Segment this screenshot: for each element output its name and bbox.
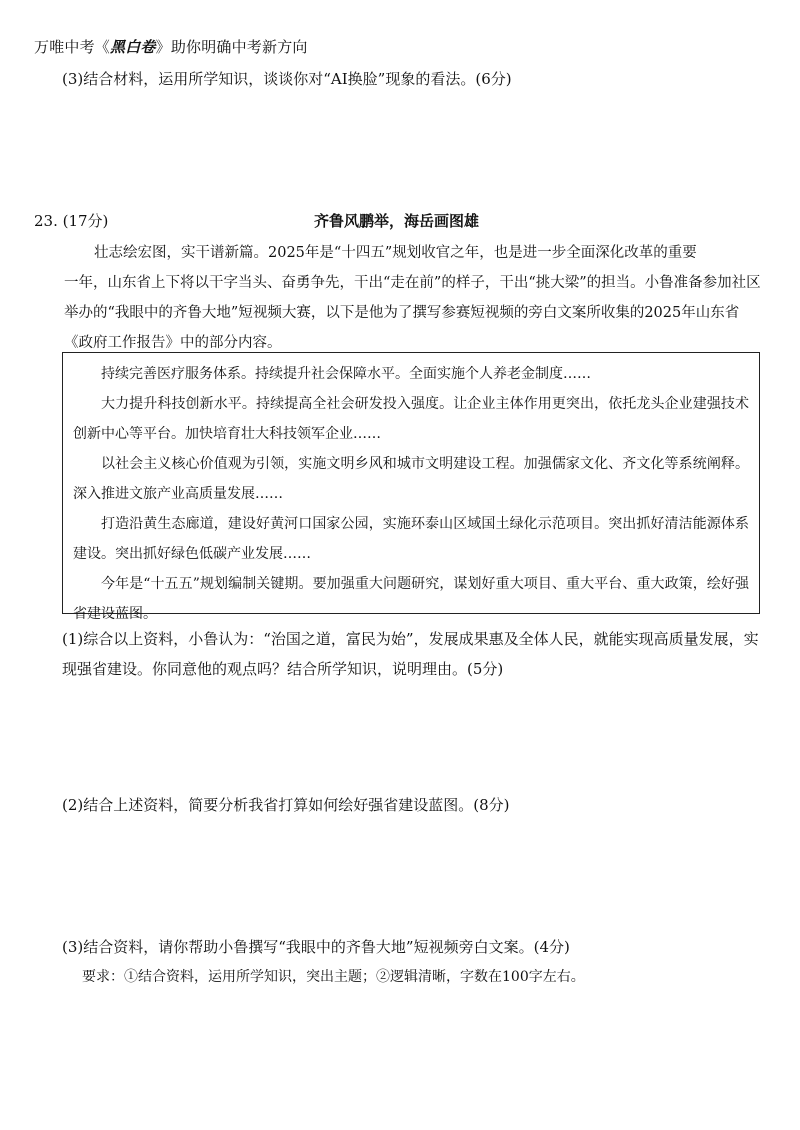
intro-first-line: 壮志绘宏图，实干谱新篇。2025年是“十四五”规划收官之年，也是进一步全面深化改革的重要 bbox=[94, 245, 697, 261]
question-22-part-3: (3)结合材料，运用所学知识，谈谈你对“AI换脸”现象的看法。(6分) bbox=[62, 70, 512, 88]
header-suffix: 》助你明确中考新方向 bbox=[155, 38, 308, 56]
material-paragraph: 以社会主义核心价值观为引领，实施文明乡风和城市文明建设工程。加强儒家文化、齐文化等系统阐释。深入推进文旅产业高质量发展…… bbox=[73, 456, 749, 502]
question-23-part-1: (1)综合以上资料，小鲁认为：“治国之道，富民为始”，发展成果惠及全体人民，就能实现高质量发展，实现强省建设。你同意他的观点吗？结合所学知识，说明理由。(5分) bbox=[62, 630, 759, 678]
material-paragraph: 持续完善医疗服务体系。持续提升社会保障水平。全面实施个人养老金制度…… bbox=[101, 366, 591, 382]
intro-continued: 一年，山东省上下将以干字当头、奋勇争先，干出“走在前”的样子，干出“挑大梁”的担当。小鲁准备参加社区举办的“我眼中的齐鲁大地”短视频大赛，以下是他为了撰写参赛短视频的旁白文案所收集的2025年山东省《政府工作报告》中的部分内容。 bbox=[64, 275, 761, 351]
question-23-heading bbox=[34, 210, 774, 238]
question-23-requirement: 要求：①结合资料，运用所学知识，突出主题；②逻辑清晰，字数在100字左右。 bbox=[82, 969, 585, 985]
material-paragraph: 今年是“十五五”规划编制关键期。要加强重大问题研究，谋划好重大项目、重大平台、重大政策，绘好强省建设蓝图。 bbox=[73, 576, 749, 622]
question-23-number: 23. (17分) bbox=[34, 212, 109, 230]
question-23-title: 齐鲁风鹏举，海岳画图雄 bbox=[314, 212, 480, 230]
header-prefix: 万唯中考《 bbox=[34, 38, 111, 56]
question-23-part-3: (3)结合资料，请你帮助小鲁撰写“我眼中的齐鲁大地”短视频旁白文案。(4分) bbox=[62, 938, 570, 956]
material-paragraph: 打造沿黄生态廊道，建设好黄河口国家公园，实施环泰山区域国土绿化示范项目。突出抓好清洁能源体系建设。突出抓好绿色低碳产业发展…… bbox=[73, 516, 749, 562]
material-paragraph: 大力提升科技创新水平。持续提高全社会研发投入强度。让企业主体作用更突出，依托龙头企业建强技术创新中心等平台。加快培育壮大科技领军企业…… bbox=[73, 396, 749, 442]
question-23-intro bbox=[64, 238, 764, 358]
material-box bbox=[62, 352, 760, 622]
header-brand: 黑白卷 bbox=[110, 38, 156, 56]
question-23-part-2: (2)结合上述资料，简要分析我省打算如何绘好强省建设蓝图。(8分) bbox=[62, 796, 510, 814]
page-header bbox=[34, 36, 308, 57]
